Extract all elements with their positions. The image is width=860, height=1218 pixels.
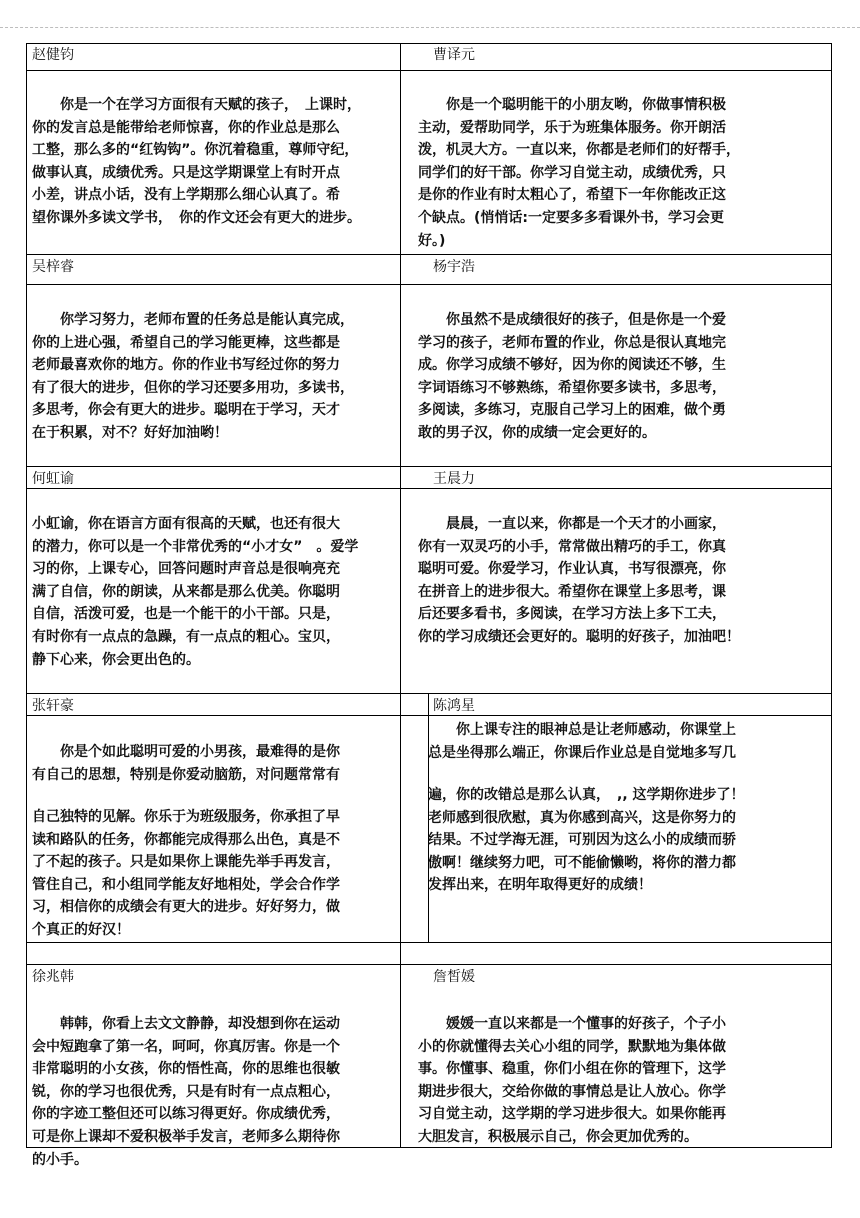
table-rule [26, 488, 832, 489]
comment-text: 你是一个聪明能干的小朋友哟，你做事情积极 主动，爱帮助同学，乐于为班集体服务。你开朗活 泼，机灵大方。一直以来，你都是老师们的好帮手， 同学们的好干部。你学习自觉主动，成绩优秀，只 是你的作业有时太粗心了，希望下一年你能改正这 个缺点。(悄悄话:一定要多多看课外书，学习会更 好。) [418, 97, 740, 249]
student-name-right: 曹译元 [433, 47, 475, 63]
page-top-dashed-line [0, 27, 860, 28]
comment-text: 小虹谕，你在语言方面有很高的天赋，也还有很大 的潜力，你可以是一个非常优秀的“小才女” 。爱学 习的你，上课专心，回答问题时声音总是很响亮充 满了自信，你的朗读，从来都是那么优美。你聪明 自信，活泼可爱，也是一个能干的小干部。只是， 有时你有一点点的急躁，有一点点的粗心。宝贝， 静下心来，你会更出色的。 [32, 516, 359, 668]
comment-text: 韩韩，你看上去文文静静，却没想到你在运动 会中短跑拿了第一名，呵呵，你真厉害。你是一个 非常聪明的小女孩，你的悟性高，你的思维也很敏 锐，你的学习也很优秀，只是有时有一点点粗心， 你的字迹工整但还可以练习得更好。你成绩优秀， 可是你上课却不爱积极举手发言，老师多么期待你 [32, 1016, 340, 1145]
comment-text: 你是个如此聪明可爱的小男孩，最难得的是你 有自己的思想，特别是你爱动脑筋，对问题常常有 [32, 744, 340, 783]
table-rule [26, 964, 832, 965]
comment-text: 遍，你的改错总是那么认真， ,, 这学期你进步了！ 老师感到很欣慰，真为你感到高兴，这是你努力的 结果。不过学海无涯，可别因为这么小的成绩而骄 傲啊！继续努力吧，可不能偷懒哟，将你的潜力都 发挥出来，在明年取得更好的成绩！ [428, 787, 745, 894]
table-column-divider [400, 43, 401, 1147]
student-name-right: 王晨力 [433, 471, 475, 487]
table-rule [831, 43, 832, 1147]
table-rule [26, 43, 832, 44]
comment-text: 你学习努力，老师布置的任务总是能认真完成， 你的上进心强，希望自己的学习能更棒，这些都是 老师最喜欢你的地方。你的作业书写经过你的努力 有了很大的进步，但你的学习还要多用功，多读书， 多思考，你会有更大的进步。聪明在于学习，天才 在于积累，对不？好好加油哟！ [32, 312, 354, 441]
table-rule [26, 942, 832, 943]
student-name-left: 张轩豪 [32, 698, 74, 714]
table-rule [26, 284, 832, 285]
student-name-right: 陈鸿星 [433, 698, 475, 714]
comment-text: 晨晨，一直以来，你都是一个天才的小画家， 你有一双灵巧的小手，常常做出精巧的手工，你真 聪明可爱。你爱学习，作业认真，书写很漂亮，你 在拼音上的进步很大。希望你在课堂上多思考，课 后还要多看书，多阅读，在学习方法上多下工夫， 你的学习成绩还会更好的。聪明的好孩子，加油吧！ [418, 516, 740, 645]
comment-text: 你上课专注的眼神总是让老师感动，你课堂上 总是坐得那么端正，你课后作业总是自觉地多写几 [428, 722, 736, 761]
comment-text: 你虽然不是成绩很好的孩子，但是你是一个爱 学习的孩子，老师布置的作业，你总是很认真地完 成。你学习成绩不够好，因为你的阅读还不够，生 字词语练习不够熟练，希望你要多读书，多思考， 多阅读，多练习，克服自己学习上的困难，做个勇 敢的男子汉，你的成绩一定会更好的。 [418, 312, 726, 441]
student-name-left: 吴梓睿 [32, 259, 74, 275]
student-name-right: 詹皙媛 [433, 969, 475, 985]
table-rule [26, 43, 27, 1147]
student-name-right: 杨宇浩 [433, 259, 475, 275]
student-name-left: 赵健钧 [32, 47, 74, 63]
table-rule [26, 70, 832, 71]
table-rule [26, 254, 832, 255]
comment-text: 媛媛一直以来都是一个懂事的好孩子，个子小 小的你就懂得去关心小组的同学，默默地为集体做 事。你懂事、稳重，你们小组在你的管理下，这学 期进步很大，交给你做的事情总是让人放心。你学 习自觉主动，这学期的学习进步很大。如果你能再 大胆发言，积极展示自己，你会更加优秀的。 [418, 1016, 726, 1145]
comment-tail-text: 的小手。 [32, 1152, 88, 1168]
student-name-left: 徐兆韩 [32, 969, 74, 985]
table-rule [26, 466, 832, 467]
table-rule [26, 693, 832, 694]
comment-text: 自己独特的见解。你乐于为班级服务，你承担了早 读和路队的任务，你都能完成得那么出色，真是不 了不起的孩子。只是如果你上课能先举手再发言， 管住自己，和小组同学能友好地相处，学会合作学 习，相信你的成绩会有更大的进步。好好努力，做 个真正的好汉！ [32, 809, 340, 938]
comment-text: 你是一个在学习方面很有天赋的孩子， 上课时， 你的发言总是能带给老师惊喜，你的作业总是那么 工整，那么多的“红钩钩”。你沉着稳重，尊师守纪， 做事认真，成绩优秀。只是这学期课堂上有时开点 小差，讲点小话，没有上学期那么细心认真了。希 望你课外多读文学书， 你的作文还会有更大的进步。 [32, 97, 361, 226]
table-rule [26, 715, 832, 716]
student-name-left: 何虹谕 [32, 471, 74, 487]
